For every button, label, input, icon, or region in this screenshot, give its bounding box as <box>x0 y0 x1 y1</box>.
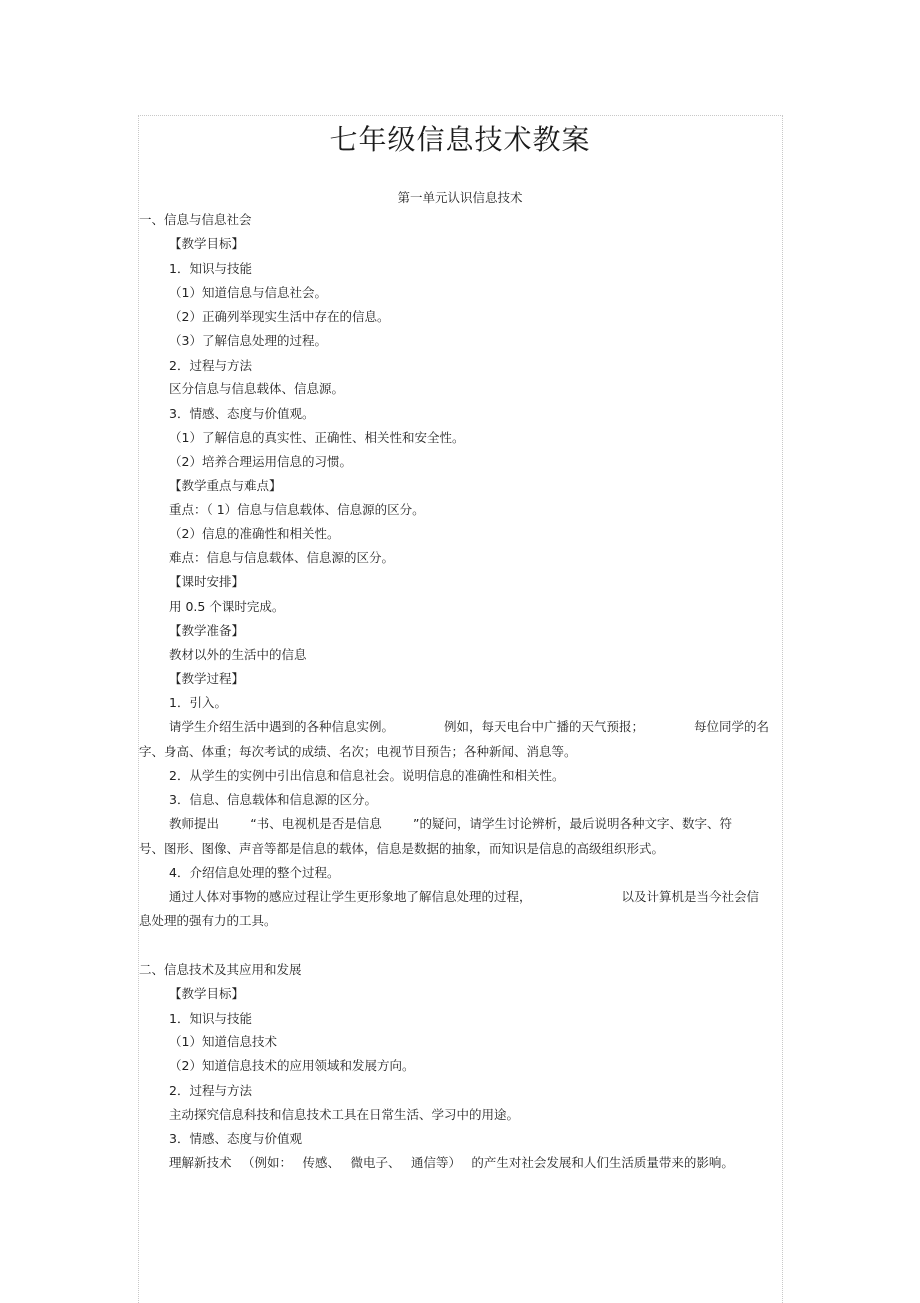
text-run: “书、电视机是否是信息 <box>250 816 382 831</box>
section-heading: 二、信息技术及其应用和发展 <box>139 962 302 977</box>
list-item: 1．知识与技能 <box>169 261 252 276</box>
list-item: 3．信息、信息载体和信息源的区分。 <box>169 792 377 807</box>
list-item: （1）了解信息的真实性、正确性、相关性和安全性。 <box>169 430 465 445</box>
text-run: 理解新技术 <box>169 1155 232 1170</box>
unit-title: 第一单元认识信息技术 <box>397 190 523 205</box>
list-item: 2．从学生的实例中引出信息和信息社会。说明信息的准确性和相关性。 <box>169 768 565 783</box>
paragraph: （2）信息的准确性和相关性。 <box>169 526 340 541</box>
list-item: 1．知识与技能 <box>169 1011 252 1026</box>
list-item: （1）知道信息技术 <box>169 1034 277 1049</box>
text-run: ”的疑问，请学生讨论辨析，最后说明各种文字、数字、符 <box>413 816 732 831</box>
list-item: （2）正确列举现实生活中存在的信息。 <box>169 309 390 324</box>
list-item: （3）了解信息处理的过程。 <box>169 333 327 348</box>
text-run: 教师提出 <box>169 816 220 831</box>
paragraph: 区分信息与信息载体、信息源。 <box>169 381 345 396</box>
list-item: 4．介绍信息处理的整个过程。 <box>169 865 340 880</box>
subsection-label: 【教学准备】 <box>169 623 245 638</box>
paragraph: 字、身高、体重；每次考试的成绩、名次；电视节目预告；各种新闻、消息等。 <box>139 744 577 759</box>
paragraph: 重点：（ 1）信息与信息载体、信息源的区分。 <box>169 502 425 517</box>
subsection-label: 【教学目标】 <box>169 986 245 1001</box>
paragraph: 息处理的强有力的工具。 <box>139 913 277 928</box>
section-heading: 一、信息与信息社会 <box>139 212 252 227</box>
text-run: 以及计算机是当今社会信 <box>621 889 759 904</box>
paragraph <box>169 815 732 833</box>
document-title: 七年级信息技术教案 <box>329 123 591 156</box>
list-item: （1）知道信息与信息社会。 <box>169 285 327 300</box>
text-run: （例如： <box>241 1155 292 1170</box>
text-run: 每位同学的名 <box>693 719 769 734</box>
paragraph <box>169 888 759 906</box>
list-item: 2．过程与方法 <box>169 358 252 373</box>
list-item: 2．过程与方法 <box>169 1083 252 1098</box>
text-run: 例如，每天电台中广播的天气预报； <box>443 719 644 734</box>
list-item: （2）培养合理运用信息的习惯。 <box>169 454 352 469</box>
list-item: （2）知道信息技术的应用领域和发展方向。 <box>169 1058 415 1073</box>
text-run: 微电子、 <box>350 1155 401 1170</box>
list-item: 1．引入。 <box>169 695 227 710</box>
paragraph <box>169 1154 734 1172</box>
list-item: 3．情感、态度与价值观 <box>169 1131 302 1146</box>
text-run: 通信等） <box>410 1155 461 1170</box>
subsection-label: 【课时安排】 <box>169 574 245 589</box>
paragraph: 用 0.5 个课时完成。 <box>169 599 285 614</box>
paragraph: 主动探究信息科技和信息技术工具在日常生活、学习中的用途。 <box>169 1107 520 1122</box>
text-run: 请学生介绍生活中遇到的各种信息实例。 <box>169 719 395 734</box>
text-run: 的产生对社会发展和人们生活质量带来的影响。 <box>471 1155 734 1170</box>
paragraph: 难点：信息与信息载体、信息源的区分。 <box>169 550 395 565</box>
text-run: 传感、 <box>302 1155 340 1170</box>
subsection-label: 【教学重点与难点】 <box>169 478 282 493</box>
subsection-label: 【教学过程】 <box>169 671 245 686</box>
list-item: 3．情感、态度与价值观。 <box>169 406 315 421</box>
paragraph: 号、图形、图像、声音等都是信息的载体，信息是数据的抽象，而知识是信息的高级组织形式。 <box>139 841 665 856</box>
subsection-label: 【教学目标】 <box>169 236 245 251</box>
text-run: 通过人体对事物的感应过程让学生更形象地了解信息处理的过程， <box>169 889 532 904</box>
paragraph <box>169 718 769 736</box>
paragraph: 教材以外的生活中的信息 <box>169 647 307 662</box>
